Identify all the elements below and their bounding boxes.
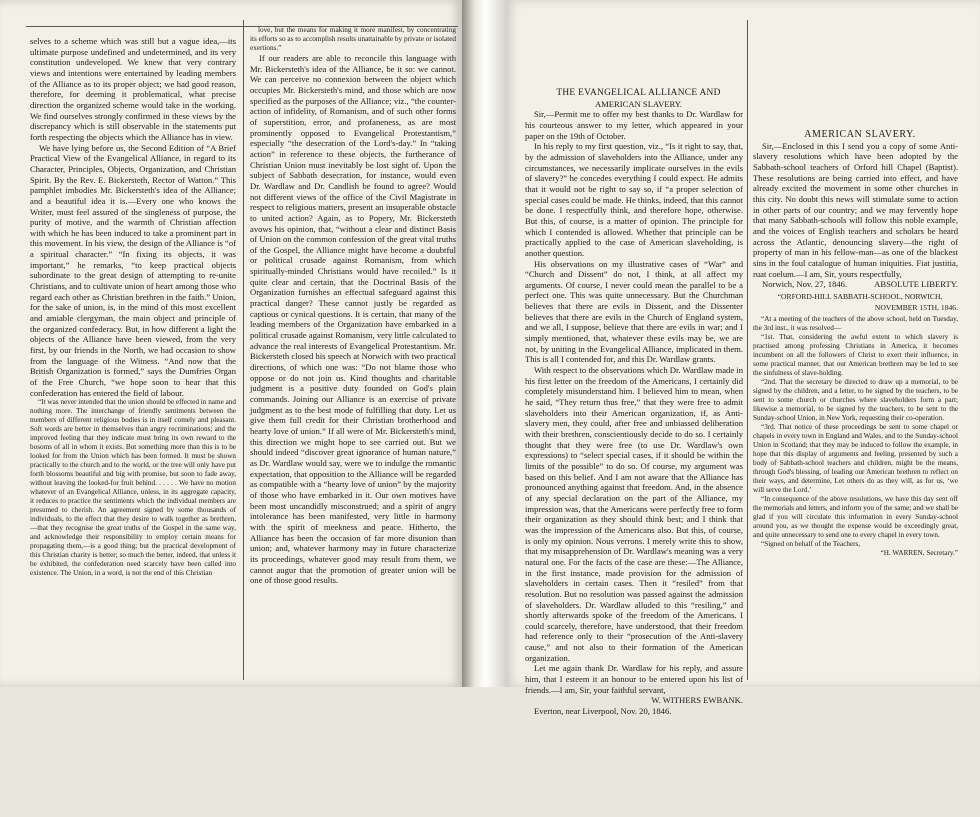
- signature: W. WITHERS EWBANK.: [651, 695, 743, 706]
- resolutions: [753, 315, 958, 558]
- paragraph: Sir,—Enclosed in this I send you a copy of some Anti-slavery resolutions which have been adopted by the Sabbath-school teachers of Orford hill Chapel (Baptist). These resolutions are being carried into effect, and have already excited the movement in some other churches in this city. No doubt this news will stimulate some to action in other parts of our country; and we may fervently hope that many Sabbath-schools will follow this noble example, and the voices of English teachers and scholars be heard across the Atlantic, denouncing slavery—the right of property of man in his fellow-man—as one of the blackest sins in the foul catalogue of human iniquities. Fiat justitia, ruat coelum.—I am, Sir, yours respectfully,: [753, 140, 958, 279]
- paragraph: “Signed on behalf of the Teachers,: [761, 540, 861, 549]
- quoted-extract-continued: [250, 26, 456, 53]
- date: Norwich, Nov. 27, 1846.: [762, 279, 848, 290]
- school-name: “ORFORD-HILL SABBATH-SCHOOL, NORWICH,: [777, 291, 943, 301]
- paragraph: In his reply to my first question, viz., “Is it right to say, that, by the admission of slaveholders into the Alliance, under any circumstances, we necessarily implicate ourselves in the evils of slavery?” he concedes everything I could expect. He admits that it would not be right to say so, if “a proper selection of special cases could be made. He thinks, indeed, that this cannot be done. I respectfully think, and therefore hope, otherwise. But this, of course, is a matter of opinion. The principle for which I contended is allowed. Whether that principle can be practically applied to the case of American slaveholding, is another question.: [525, 141, 743, 258]
- paragraph: Let me again thank Dr. Wardlaw for his reply, and assure him, that I esteem it an honour to be entered upon his list of friends.—I am, Sir, your faithful servant,: [525, 663, 743, 695]
- column-3: [525, 0, 743, 775]
- paragraph: “2nd. That the secretary be directed to draw up a memorial, to be signed by the children, and a letter, to be signed by the teachers, to be sent to some church or churches where slaveholders form a part; likewise a memorial, to be signed by the teachers, to be sent to the Sunday-school Union, in New York, requesting their co-operation.: [753, 378, 958, 423]
- signature: “H. WARREN, Secretary.”: [880, 549, 958, 558]
- article-subheading: AMERICAN SLAVERY.: [594, 98, 683, 109]
- paragraph: “3rd. That notice of these proceedings be sent to some chapel or chapels in every town in England and Wales, and to the Sunday-school Union in Scotland; that they may be induced to follow the example, in hope that this display of arguments and feeling, presented by such a body of Sabbath-school teachers and children, might be the means, through God's blessing, of leading our American brethren to reflect on their ways, and determine, Let others do as they will, as for us, ‘we will serve the Lord.’: [753, 423, 958, 495]
- left-page: [0, 0, 462, 687]
- article-heading: AMERICAN SLAVERY.: [804, 129, 916, 140]
- page-gutter: [462, 0, 505, 687]
- article-heading: THE EVANGELICAL ALLIANCE AND: [556, 88, 721, 98]
- dateline: Everton, near Liverpool, Nov. 20, 1846.: [534, 706, 672, 717]
- paragraph: “1st. That, considering the awful extent to which slavery is practised among professing Christians in America, it becomes incumbent on all the followers of Christ to exert their influence, in some practical manner, that our American brethren may be led to see the sinfulness of slave-holding.: [753, 333, 958, 378]
- column-rule: [747, 20, 748, 680]
- column-1: [30, 0, 236, 723]
- column-rule: [243, 20, 244, 680]
- quoted-extract: [30, 398, 236, 578]
- paragraph: His observations on my illustrative cases of “War” and “Church and Dissent” do not, I think, at all affect my arguments. Of course, I never could mean the parallel to be a perfect one. This was quite unnecessary. But the Churchman believes that there are evils in Dissent, and the Dissenter believes that there are evils in the Church of England system, and we all, I suppose, believe that there are evils in war; and I simply mentioned, that, whatever these evils may be, we are not, by uniting in the Evangelical Alliance, implicated in them. This is all I contended for, and this Dr. Wardlaw grants.: [525, 258, 743, 365]
- paragraph: “At a meeting of the teachers of the above school, held on Tuesday, the 3rd inst., it was resolved—: [753, 315, 958, 333]
- signature: ABSOLUTE LIBERTY.: [874, 279, 958, 290]
- column-2: [250, 0, 456, 713]
- column-4: [753, 0, 958, 817]
- paragraph: love, but the means for making it more manifest, by concentrating its efforts so as to accomplish results unattainable by private or isolated exertions.”: [250, 26, 456, 52]
- paragraph: Sir,—Permit me to offer my best thanks to Dr. Wardlaw for his courteous answer to my letter, which appeared in your paper on the 19th of October.: [525, 109, 743, 141]
- paragraph: If our readers are able to reconcile this language with Mr. Bickersteth's idea of the Alliance, be it so: we cannot. We can perceive no connexion between the object which occupies Mr. Bickersteth's mind, and those which are now specified as the purposes of the Alliance; viz., “the counter-action of infidelity, of Romanism, and of such other forms of superstition, error, and profaneness, as are most prominently opposed to Evangelical Protestantism,” especially “the desecration of the Lord's-day.” In “taking action” in reference to these objects, the furtherance of Christian Union must inevitably be lost sight of. Upon the subject of Sabbath desecration, for instance, would even Dr. Wardlaw and Dr. Candlish be found to agree? Would not different views of the office of the Civil Magistrate in respect to religious matters, present an insuperable obstacle to united action? Again, as to Popery, Mr. Bickersteth avows his opinion, that, “without a clear and distinct Basis of Union on the common confession of the great vital truths of the Gospel, the Alliance might have become a doubtful or political crusade against Romanism, from which spiritually-minded Christians would have recoiled.” Is it quite clear and certain, that the Doctrinal Basis of the Organization furnishes an effectual safeguard against this practical danger? These cannot justly be regarded as captious or cynical questions. It is certain, that many of the leading members of the Organization have embarked in a political crusade against Romanism, very little calculated to advance the real interests of Evangelical Protestantism. Mr. Bickersteth closed his speech at Norwich with two practical directions, of which one was: “Do not blame those who oppose or do not join us. Kind thoughts and charitable judgment is a positive duty founded on God's plain commands. Joining our Alliance is an exercise of private judgment as to the best mode of fulfilling that duty. Let us give them full credit for their Christian brotherhood and hearty love of union.” If all were of Mr. Bickersteth's mind, this direction we might hope to see carried out. But we should indeed “discover great ignorance of human nature,” as Dr. Wardlaw would say, were we to indulge the romantic expectation, that opposition to the Alliance will be regarded as compatible with a “hearty love of union” by the majority of those who have embarked in it. Our own motives have been most uncandidly misconstrued; and a spirit of angry intolerance has been manifested, very little in harmony with the spirit of meekness and peace. Hitherto, the Alliance has been the occasion of far more disunion than union; and, whatever harmony may in future characterize its proceedings, whatever good may result from them, we cannot augur that the promotion of greater union will be one of those good results.: [250, 53, 456, 586]
- paragraph: “It was never intended that the union should be effected in name and nothing more. The interchange of friendly sentiments between the members of different religious bodies is in itself comely and pleasant. Soft words are better in themselves than angry recriminations; and the improved feeling that they indicate must bring its own reward to the bosoms of all in whom it exists. But something more than this is to be looked for from the Union which has been formed. It must be shown practically to the church and to the world, or the tree will only have put forth blossoms beautiful and big with promise, but soon to fade away, without leaving the looked-for fruit behind. . . . . . We have no motion whatever of an Evangelical Alliance, unless, in its aggregate capacity, it reduces to practice the sentiments which the individual members are presumed to cherish. An agreement signed by some thousands of individuals, to the effect that they desire to walk together as brethren,—that they recognise the great truths of the Gospel in the same way, and acknowledge their responsibility to employ certain means for propagating them,—is a good thing; but the practical development of this Christian charity is better; so much the better, indeed, that unless it be exhibited, the confederation need scarcely have been called into existence. The Union, in a word, is not the end of this Christian: [30, 398, 236, 578]
- paragraph: With respect to the observations which Dr. Wardlaw made in his first letter on the freedom of the Americans, I certainly did completely misunderstand him. I believed him to mean, when he said, “They return thus free,” that they were free to admit slaveholders into their American organization, if, as Anti-slavery men, they could, after free and unbiassed deliberation with their brethren, conscientiously decide to do so. I certainly thought that they were free (to use Dr. Wardlaw's own expressions) to “select special cases, if it should be within the limits of the possible” to do so. Of course, my argument was based on this belief. And I am not aware that the Alliance has pronounced anything against that freedom. And, in the absence of any special declaration on the part of the Alliance, my impression was, that the Americans were perfectly free to form their organization as they should think best; and I think that was the impression of the Americans also. But this, of course, is only my opinion. Nous verrons. I merely write this to show, that my misapprehension of Dr. Wardlaw's meaning was a very natural one. For the facts of the case are these:—The Alliance, in the first instance, made provision for the admission of slaveholders in certain cases. Then it “resiled” from that resolution. But no resolution was passed against the admission of slaveholders. Dr. Wardlaw alluded to this “resiling,” and shortly afterwards spoke of the freedom of the Americans. I could scarcely, therefore, have understood, that their freedom had reference only to their “prosecution of the Anti-slavery cause,” and not also to their formation of the American organization.: [525, 365, 743, 663]
- school-date: NOVEMBER 15TH, 1846.: [874, 302, 958, 312]
- paragraph: “In consequence of the above resolutions, we have this day sent off the memorials and letters, and inform you of the same; and we shall be glad if you will circulate this information in every Sunday-school around you, as we thought the expense would be exceedingly great, and quite unnecessary to send one to every chapel in every town.: [753, 495, 958, 540]
- dateline: [753, 279, 958, 290]
- right-page: [505, 0, 980, 717]
- paragraph: We have lying before us, the Second Edition of “A Brief Practical View of the Evangelical Alliance, in regard to its Character, Principles, Objects, Organization, and Christian Spirit. By the Rev. E. Bickersteth, Rector of Watton.” This pamphlet imbodies Mr. Bickersteth's idea of the Alliance; and a beautiful idea it is.—Every one who knows the Writer, must feel assured of the singleness of purpose, the purity of motive, and the warmth of Christian affection with which he has been induced to take a prominent part in this movement. In his view, the design of the Alliance is “of a spiritual character.” “In fixing its objects, it was important,” he remarks, “to keep practical objects subordinate to the great design of attempting to re-unite Christians, and to cultivate union of heart among those who regard each other as Christian brethren in the faith.” Union, for the sake of union, is, in the mind of this most excellent and amiable clergyman, the main object and principle of the organized confederacy. But, in how different a light the objects of the Alliance have been viewed, from the very first, by our friends in the North, we had occasion to show from the language of the Witness. “And now that the British Organization is formed,” says the Dumfries Organ of the Free Church, “we hope soon to hear that this confederation has entered the field of labour.: [30, 142, 236, 398]
- paragraph: selves to a scheme which was still but a vague idea,—its ultimate purpose undefined and undetermined, and its very constitution undeveloped. We knew that very contrary views and intentions were entertained by leading members of the Alliance as to its proper object; we had good reason, therefore, for deeming it problematical, what precise direction the organized scheme would take in the working. We find ourselves strongly confirmed in these views by the discrepancy which is still observable in the statements put forth respecting the objects which the Alliance has in view.: [30, 36, 236, 142]
